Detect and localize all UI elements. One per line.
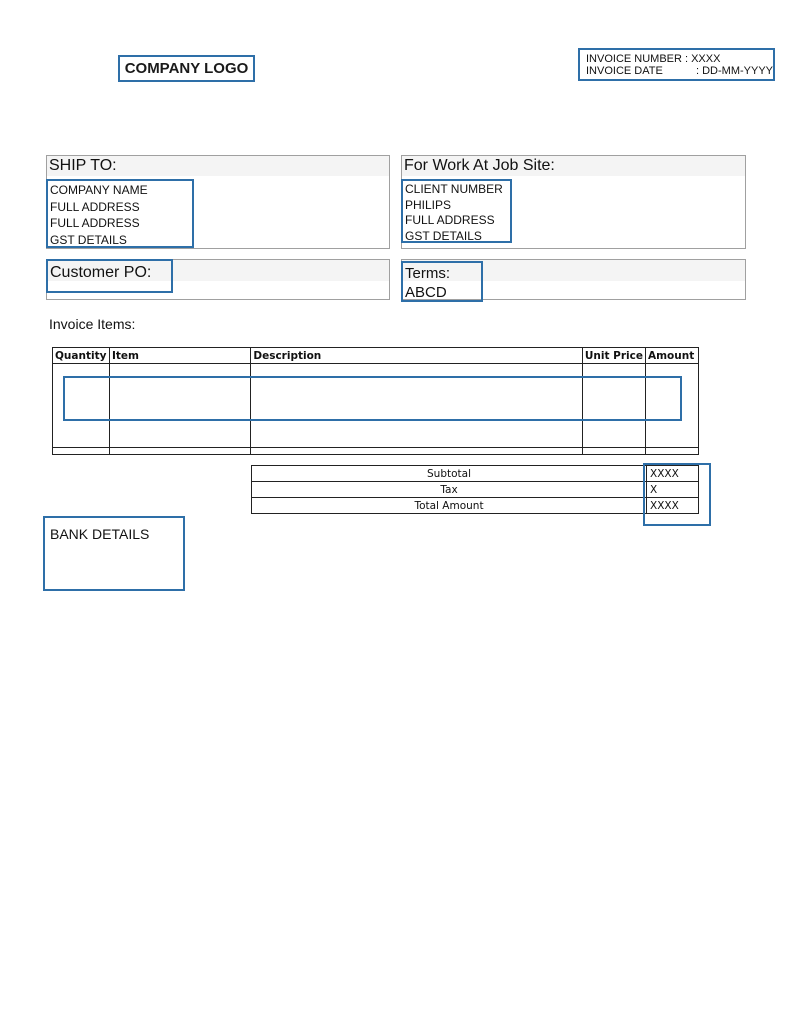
ship-to-line: GST DETAILS [50, 232, 127, 247]
totals-table [251, 465, 699, 514]
job-site-line: FULL ADDRESS [405, 213, 495, 227]
terms-heading: Terms: [405, 265, 450, 282]
ship-to-line: COMPANY NAME [50, 183, 148, 197]
table-cell [53, 448, 110, 455]
tax-label: Tax [252, 482, 647, 498]
items-entry-highlight [63, 376, 682, 421]
ship-to-details [46, 179, 194, 248]
job-site-details [401, 179, 512, 243]
company-logo: COMPANY LOGO [118, 55, 255, 82]
table-cell [645, 448, 698, 455]
totals-values-highlight [643, 463, 711, 526]
job-site-line: CLIENT NUMBER [405, 182, 503, 196]
invoice-items-label: Invoice Items: [49, 316, 136, 332]
invoice-number-label: INVOICE NUMBER : [586, 53, 689, 65]
ship-to-line: FULL ADDRESS [50, 216, 140, 230]
column-header-description: Description [251, 348, 583, 364]
customer-po-box [46, 259, 173, 293]
total-amount-label: Total Amount [252, 498, 647, 514]
total-amount-value: XXXX [647, 498, 699, 514]
job-site-heading: For Work At Job Site: [402, 156, 745, 176]
subtotal-value: XXXX [647, 466, 699, 482]
table-row [53, 448, 699, 455]
customer-po-heading: Customer PO: [50, 264, 152, 281]
totals-row [252, 466, 699, 482]
totals-row [252, 482, 699, 498]
terms-box [401, 261, 483, 302]
table-cell [109, 448, 250, 455]
invoice-date-value: : DD-MM-YYYY [696, 65, 773, 77]
invoice-meta [578, 48, 775, 81]
column-header-item: Item [109, 348, 250, 364]
bank-details-heading: BANK DETAILS [50, 526, 150, 542]
table-header-row [53, 348, 699, 364]
subtotal-label: Subtotal [252, 466, 647, 482]
column-header-quantity: Quantity [53, 348, 110, 364]
invoice-number-value: XXXX [691, 53, 721, 65]
table-cell [582, 448, 645, 455]
table-cell [251, 448, 583, 455]
column-header-unit-price: Unit Price [582, 348, 645, 364]
tax-value: X [647, 482, 699, 498]
column-header-amount: Amount [645, 348, 698, 364]
totals-row [252, 498, 699, 514]
job-site-line: GST DETAILS [405, 228, 482, 243]
terms-value: ABCD [405, 284, 447, 301]
job-site-line: PHILIPS [405, 197, 452, 212]
ship-to-line: FULL ADDRESS [50, 199, 140, 214]
invoice-date-label: INVOICE DATE [586, 65, 663, 77]
bank-details-box [43, 516, 185, 591]
ship-to-heading: SHIP TO: [47, 156, 389, 176]
